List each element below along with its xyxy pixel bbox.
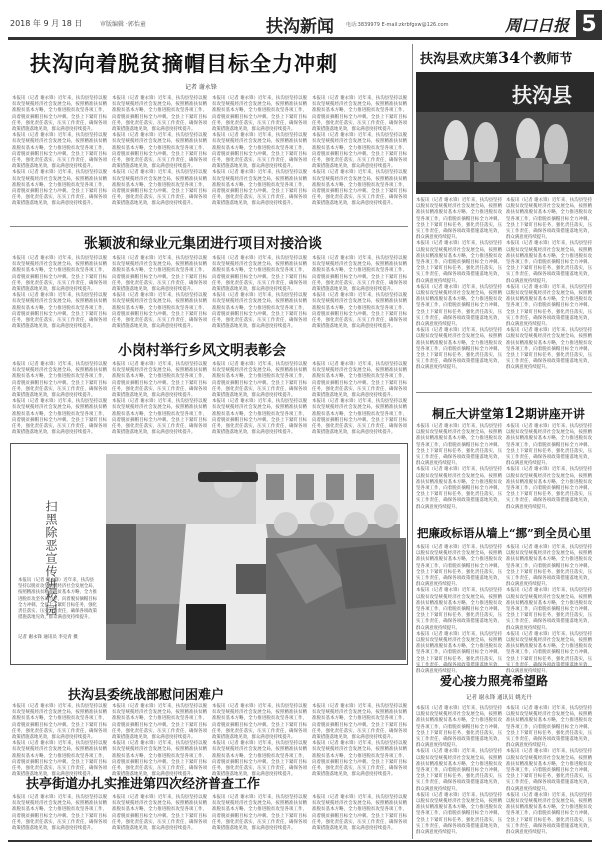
teachers-col-2: 本报讯（记者 谢永锋）近年来，扶沟县坚持以脱贫攻坚统揽经济社会发展全局，按照精准扶贫精准脱贫基本方略，全力推进脱贫攻坚各项工作，向着脱贫摘帽目标全力冲刺。全县上下紧盯目标任务，强化责任落实，压实工作责任，确保各项政策措施落地见效，群众满意度持续提升。 本报讯（记者 谢永锋）近年来，扶沟县坚持以脱贫攻坚统揽经济社会发展全局，按照精准扶贫精准脱贫基本方略，全力推进脱贫攻坚各项工作，向着脱贫摘帽目标全力冲刺。全县上下紧盯目标任务，强化责任落实，压实工作责任，确保各项政策措施落地见效，群众满意度持续提升。 本报讯（记者 谢永锋）近年来，扶沟县坚持以脱贫攻坚统揽经济社会发展全局，按照精准扶贫精准脱贫基本方略，全力推进脱贫攻坚各项工作，向着脱贫摘帽目标全力冲刺。全县上下紧盯目标任务，强化责任落实，压实工作责任，确保各项政策措施落地见效，群众满意度持续提升。 本报讯（记者 谢永锋）近年来，扶沟县坚持以脱贫攻坚统揽经济社会发展全局，按照精准扶贫精准脱贫基本方略，全力推进脱贫攻坚各项工作，向着脱贫摘帽目标全力冲刺。全县上下紧盯目标任务，强化责任落实，压实工作责任，确保各项政策措施落地见效，群众满意度持续提升。 bbox=[506, 198, 592, 371]
divider bbox=[10, 226, 408, 227]
main-article-col-2: 本报讯（记者 谢永锋）近年来，扶沟县坚持以脱贫攻坚统揽经济社会发展全局，按照精准扶贫精准脱贫基本方略，全力推进脱贫攻坚各项工作，向着脱贫摘帽目标全力冲刺。全县上下紧盯目标任务，强化责任落实，压实工作责任，确保各项政策措施落地见效，群众满意度持续提升。 本报讯（记者 谢永锋）近年来，扶沟县坚持以脱贫攻坚统揽经济社会发展全局，按照精准扶贫精准脱贫基本方略，全力推进脱贫攻坚各项工作，向着脱贫摘帽目标全力冲刺。全县上下紧盯目标任务，强化责任落实，压实工作责任，确保各项政策措施落地见效，群众满意度持续提升。 本报讯（记者 谢永锋）近年来，扶沟县坚持以脱贫攻坚统揽经济社会发展全局，按照精准扶贫精准脱贫基本方略，全力推进脱贫攻坚各项工作，向着脱贫摘帽目标全力冲刺。全县上下紧盯目标任务，强化责任落实，压实工作责任，确保各项政策措施落地见效，群众满意度持续提升。 bbox=[112, 96, 207, 207]
main-article-col-4: 本报讯（记者 谢永锋）近年来，扶沟县坚持以脱贫攻坚统揽经济社会发展全局，按照精准扶贫精准脱贫基本方略，全力推进脱贫攻坚各项工作，向着脱贫摘帽目标全力冲刺。全县上下紧盯目标任务，强化责任落实，压实工作责任，确保各项政策措施落地见效，群众满意度持续提升。 本报讯（记者 谢永锋）近年来，扶沟县坚持以脱贫攻坚统揽经济社会发展全局，按照精准扶贫精准脱贫基本方略，全力推进脱贫攻坚各项工作，向着脱贫摘帽目标全力冲刺。全县上下紧盯目标任务，强化责任落实，压实工作责任，确保各项政策措施落地见效，群众满意度持续提升。 本报讯（记者 谢永锋）近年来，扶沟县坚持以脱贫攻坚统揽经济社会发展全局，按照精准扶贫精准脱贫基本方略，全力推进脱贫攻坚各项工作，向着脱贫摘帽目标全力冲刺。全县上下紧盯目标任务，强化责任落实，压实工作责任，确保各项政策措施落地见效，群众满意度持续提升。 bbox=[312, 96, 407, 207]
column-divider bbox=[412, 44, 413, 839]
masthead bbox=[8, 10, 597, 40]
lecture-headline: 桐丘大讲堂第12期讲座开讲 bbox=[432, 404, 585, 422]
village-col-2: 本报讯（记者 谢永锋）近年来，扶沟县坚持以脱贫攻坚统揽经济社会发展全局，按照精准扶贫精准脱贫基本方略，全力推进脱贫攻坚各项工作，向着脱贫摘帽目标全力冲刺。全县上下紧盯目标任务，强化责任落实，压实工作责任，确保各项政策措施落地见效，群众满意度持续提升。 本报讯（记者 谢永锋）近年来，扶沟县坚持以脱贫攻坚统揽经济社会发展全局，按照精准扶贫精准脱贫基本方略，全力推进脱贫攻坚各项工作，向着脱贫摘帽目标全力冲刺。全县上下紧盯目标任务，强化责任落实，压实工作责任，确保各项政策措施落地见效，群众满意度持续提升。 bbox=[112, 362, 207, 436]
green-col-1: 本报讯（记者 谢永锋）近年来，扶沟县坚持以脱贫攻坚统揽经济社会发展全局，按照精准扶贫精准脱贫基本方略，全力推进脱贫攻坚各项工作，向着脱贫摘帽目标全力冲刺。全县上下紧盯目标任务，强化责任落实，压实工作责任，确保各项政策措施落地见效，群众满意度持续提升。 本报讯（记者 谢永锋）近年来，扶沟县坚持以脱贫攻坚统揽经济社会发展全局，按照精准扶贫精准脱贫基本方略，全力推进脱贫攻坚各项工作，向着脱贫摘帽目标全力冲刺。全县上下紧盯目标任务，强化责任落实，压实工作责任，确保各项政策措施落地见效，群众满意度持续提升。 bbox=[12, 256, 107, 330]
issue-date: 2018 年 9 月 18 日 bbox=[10, 19, 83, 28]
divider bbox=[416, 666, 592, 667]
village-col-1: 本报讯（记者 谢永锋）近年来，扶沟县坚持以脱贫攻坚统揽经济社会发展全局，按照精准扶贫精准脱贫基本方略，全力推进脱贫攻坚各项工作，向着脱贫摘帽目标全力冲刺。全县上下紧盯目标任务，强化责任落实，压实工作责任，确保各项政策措施落地见效，群众满意度持续提升。 本报讯（记者 谢永锋）近年来，扶沟县坚持以脱贫攻坚统揽经济社会发展全局，按照精准扶贫精准脱贫基本方略，全力推进脱贫攻坚各项工作，向着脱贫摘帽目标全力冲刺。全县上下紧盯目标任务，强化责任落实，压实工作责任，确保各项政策措施落地见效，群众满意度持续提升。 bbox=[12, 362, 107, 436]
love-relay-byline: 记者 谢永锋 通讯员 姚光丹 bbox=[466, 695, 532, 701]
teachers-day-photo bbox=[416, 72, 594, 194]
divider bbox=[416, 392, 592, 393]
love-col-1: 本报讯（记者 谢永锋）近年来，扶沟县坚持以脱贫攻坚统揽经济社会发展全局，按照精准扶贫精准脱贫基本方略，全力推进脱贫攻坚各项工作，向着脱贫摘帽目标全力冲刺。全县上下紧盯目标任务，强化责任落实，压实工作责任，确保各项政策措施落地见效，群众满意度持续提升。 本报讯（记者 谢永锋）近年来，扶沟县坚持以脱贫攻坚统揽经济社会发展全局，按照精准扶贫精准脱贫基本方略，全力推进脱贫攻坚各项工作，向着脱贫摘帽目标全力冲刺。全县上下紧盯目标任务，强化责任落实，压实工作责任，确保各项政策措施落地见效，群众满意度持续提升。 本报讯（记者 谢永锋）近年来，扶沟县坚持以脱贫攻坚统揽经济社会发展全局，按照精准扶贫精准脱贫基本方略，全力推进脱贫攻坚各项工作，向着脱贫摘帽目标全力冲刺。全县上下紧盯目标任务，强化责任落实，压实工作责任，确保各项政策措施落地见效，群众满意度持续提升。 bbox=[416, 706, 502, 836]
united-col-3: 本报讯（记者 谢永锋）近年来，扶沟县坚持以脱贫攻坚统揽经济社会发展全局，按照精准扶贫精准脱贫基本方略，全力推进脱贫攻坚各项工作，向着脱贫摘帽目标全力冲刺。全县上下紧盯目标任务，强化责任落实，压实工作责任，确保各项政策措施落地见效，群众满意度持续提升。 本报讯（记者 谢永锋）近年来，扶沟县坚持以脱贫攻坚统揽经济社会发展全局，按照精准扶贫精准脱贫基本方略，全力推进脱贫攻坚各项工作，向着脱贫摘帽目标全力冲刺。全县上下紧盯目标任务，强化责任落实，压实工作责任，确保各项政策措施落地见效，群众满意度持续提升。 bbox=[212, 704, 307, 778]
school-caption: 本报讯（记者 谢永锋）近年来，扶沟县坚持以脱贫攻坚统揽经济社会发展全局，按照精准扶贫精准脱贫基本方略，全力推进脱贫攻坚各项工作，向着脱贫摘帽目标全力冲刺。全县上下紧盯目标任务，强化责任落实，压实工作责任，确保各项政策措施落地见效，群众满意度持续提升。 bbox=[18, 578, 98, 621]
school-vertical-title: 扫黑除恶宣传进校园 bbox=[44, 500, 58, 617]
green-col-3: 本报讯（记者 谢永锋）近年来，扶沟县坚持以脱贫攻坚统揽经济社会发展全局，按照精准扶贫精准脱贫基本方略，全力推进脱贫攻坚各项工作，向着脱贫摘帽目标全力冲刺。全县上下紧盯目标任务，强化责任落实，压实工作责任，确保各项政策措施落地见效，群众满意度持续提升。 本报讯（记者 谢永锋）近年来，扶沟县坚持以脱贫攻坚统揽经济社会发展全局，按照精准扶贫精准脱贫基本方略，全力推进脱贫攻坚各项工作，向着脱贫摘帽目标全力冲刺。全县上下紧盯目标任务，强化责任落实，压实工作责任，确保各项政策措施落地见效，群众满意度持续提升。 bbox=[212, 256, 307, 330]
clean-col-1: 本报讯（记者 谢永锋）近年来，扶沟县坚持以脱贫攻坚统揽经济社会发展全局，按照精准扶贫精准脱贫基本方略，全力推进脱贫攻坚各项工作，向着脱贫摘帽目标全力冲刺。全县上下紧盯目标任务，强化责任落实，压实工作责任，确保各项政策措施落地见效，群众满意度持续提升。 本报讯（记者 谢永锋）近年来，扶沟县坚持以脱贫攻坚统揽经济社会发展全局，按照精准扶贫精准脱贫基本方略，全力推进脱贫攻坚各项工作，向着脱贫摘帽目标全力冲刺。全县上下紧盯目标任务，强化责任落实，压实工作责任，确保各项政策措施落地见效，群众满意度持续提升。 本报讯（记者 谢永锋）近年来，扶沟县坚持以脱贫攻坚统揽经济社会发展全局，按照精准扶贫精准脱贫基本方略，全力推进脱贫攻坚各项工作，向着脱贫摘帽目标全力冲刺。全县上下紧盯目标任务，强化责任落实，压 群众满意度持续提升。 bbox=[416, 545, 502, 675]
united-col-4: 本报讯（记者 谢永锋）近年来，扶沟县坚持以脱贫攻坚统揽经济社会发展全局，按照精准扶贫精准脱贫基本方略，全力推进脱贫攻坚各项工作，向着脱贫摘帽目标全力冲刺。全县上下紧盯目标任务，强化责任落实，压实工作责任，确保各项政策措施落地见效，群众满意度持续提升。 本报讯（记者 谢永锋）近年来，扶沟县坚持以脱贫攻坚统揽经济社会发展全局，按照精准扶贫精准脱贫基本方略，全力推进脱贫攻坚各项工作，向着脱贫摘帽目标全力冲刺。全县上下紧盯目标任务，强化责任落实，压实工作责任，确保各项政策措施落地见效，群众满意度持续提升。 bbox=[312, 704, 407, 778]
census-headline: 扶亭街道办扎实推进第四次经济普查工作 bbox=[26, 777, 261, 792]
contact-info: 电话:3839979 E-mail:zkrbfgxw@126.com bbox=[346, 22, 449, 28]
teachers-col-1: 本报讯（记者 谢永锋）近年来，扶沟县坚持以脱贫攻坚统揽经济社会发展全局，按照精准扶贫精准脱贫基本方略，全力推进脱贫攻坚各项工作，向着脱贫摘帽目标全力冲刺。全县上下紧盯目标任务，强化责任落实，压实工作责任，确保各项政策措施落地见效，群众满意度持续提升。 本报讯（记者 谢永锋）近年来，扶沟县坚持以脱贫攻坚统揽经济社会发展全局，按照精准扶贫精准脱贫基本方略，全力推进脱贫攻坚各项工作，向着脱贫摘帽目标全力冲刺。全县上下紧盯目标任务，强化责任落实，压实工作责任，确保各项政策措施落地见效，群众满意度持续提升。 本报讯（记者 谢永锋）近年来，扶沟县坚持以脱贫攻坚统揽经济社会发展全局，按照精准扶贫精准脱贫基本方略，全力推进脱贫攻坚各项工作，向着脱贫摘帽目标全力冲刺。全县上下紧盯目标任务，强化责任落实，压实工作责任，确保各项政策措施落地见效，群众满意度持续提升。 本报讯（记者 谢永锋）近年来，扶沟县坚持以脱贫攻坚统揽经济社会发展全局，按照精准扶贫精准脱贫基本方略，全力推进脱贫攻坚各项工作，向着脱贫摘帽目标全力冲刺。全县上下紧盯目标任务，强化责任落实，压实工作责任，确保各项政策措施落地见效，群众满意度持续提升。 bbox=[416, 198, 502, 371]
main-byline: 记者 谢永锋 bbox=[185, 84, 217, 91]
main-article-col-3: 本报讯（记者 谢永锋）近年来，扶沟县坚持以脱贫攻坚统揽经济社会发展全局，按照精准扶贫精准脱贫基本方略，全力推进脱贫攻坚各项工作，向着脱贫摘帽目标全力冲刺。全县上下紧盯目标任务，强化责任落实，压实工作责任，确保各项政策措施落地见效，群众满意度持续提升。 本报讯（记者 谢永锋）近年来，扶沟县坚持以脱贫攻坚统揽经济社会发展全局，按照精准扶贫精准脱贫基本方略，全力推进脱贫攻坚各项工作，向着脱贫摘帽目标全力冲刺。全县上下紧盯目标任务，强化责任落实，压实工作责任，确保各项政策措施落地见效，群众满意度持续提升。 本报讯（记者 谢永锋）近年来，扶沟县坚持以脱贫攻坚统揽经济社会发展全局，按照精准扶贫精准脱贫基本方略，全力推进脱贫攻坚各项工作，向着脱贫摘帽目标全力冲刺。全县上下紧盯目标任务，强化责任落实，压实工作责任，确保各项政策措施落地见效，群众满意度持续提升。 bbox=[212, 96, 307, 207]
love-relay-headline: 爱心接力照亮希望路 bbox=[440, 674, 549, 688]
village-col-3: 本报讯（记者 谢永锋）近年来，扶沟县坚持以脱贫攻坚统揽经济社会发展全局，按照精准扶贫精准脱贫基本方略，全力推进脱贫攻坚各项工作，向着脱贫摘帽目标全力冲刺。全县上下紧盯目标任务，强化责任落实，压实工作责任，确保各项政策措施落地见效，群众满意度持续提升。 本报讯（记者 谢永锋）近年来，扶沟县坚持以脱贫攻坚统揽经济社会发展全局，按照精准扶贫精准脱贫基本方略，全力推进脱贫攻坚各项工作，向着脱贫摘帽目标全力冲刺。全县上下紧盯目标任务，强化责任落实，压实工作责任，确保各项政策措施落地见效，群众满意度持续提升。 bbox=[212, 362, 307, 436]
teachers-day-headline: 扶沟县欢庆第34个教师节 bbox=[420, 48, 573, 67]
school-photo-image bbox=[106, 454, 400, 660]
section-title: 扶沟新闻 bbox=[266, 12, 334, 39]
united-col-2: 本报讯（记者 谢永锋）近年来，扶沟县坚持以脱贫攻坚统揽经济社会发展全局，按照精准扶贫精准脱贫基本方略，全力推进脱贫攻坚各项工作，向着脱贫摘帽目标全力冲刺。全县上下紧盯目标任务，强化责任落实，压实工作责任，确保各项政策措施落地见效，群众满意度持续提升。 本报讯（记者 谢永锋）近年来，扶沟县坚持以脱贫攻坚统揽经济社会发展全局，按照精准扶贫精准脱贫基本方略，全力推进脱贫攻坚各项工作，向着脱贫摘帽目标全力冲刺。全县上下紧盯目标任务，强化责任落实，压实工作责任，确保各项政策措施落地见效，群众满意度持续提升。 bbox=[112, 704, 207, 778]
school-byline: 记者 谢永锋 通讯员 李克青 摄 bbox=[18, 635, 78, 640]
green-col-4: 本报讯（记者 谢永锋）近年来，扶沟县坚持以脱贫攻坚统揽经济社会发展全局，按照精准扶贫精准脱贫基本方略，全力推进脱贫攻坚各项工作，向着脱贫摘帽目标全力冲刺。全县上下紧盯目标任务，强化责任落实，压实工作责任，确保各项政策措施落地见效，群众满意度持续提升。 本报讯（记者 谢永锋）近年来，扶沟县坚持以脱贫攻坚统揽经济社会发展全局，按照精准扶贫精准脱贫基本方略，全力推进脱贫攻坚各项工作，向着脱贫摘帽目标全力冲刺。全县上下紧盯目标任务，强化责任落实，压实工作责任，确保各项政策措施落地见效，群众满意度持续提升。 bbox=[312, 256, 407, 330]
census-col-1: 本报讯（记者 谢永锋）近年来，扶沟县坚持以脱贫攻坚统揽经济社会发展全局，按照精准扶贫精准脱贫基本方略，全力推进脱贫攻坚各项工作，向着脱贫摘帽目标全力冲刺。全县上下紧盯目标任务，强化责任落实，压实工作责任，确保各项政策措施落地见效，群众满意度持续提升。 bbox=[12, 795, 107, 832]
census-col-2: 本报讯（记者 谢永锋）近年来，扶沟县坚持以脱贫攻坚统揽经济社会发展全局，按照精准扶贫精准脱贫基本方略，全力推进脱贫攻坚各项工作，向着脱贫摘帽目标全力冲刺。全县上下紧盯目标任务，强化责任落实，压实工作责任，确保各项政策措施落地见效，群众满意度持续提升。 bbox=[112, 795, 207, 832]
teachers-day-photo-image bbox=[416, 72, 594, 194]
clean-col-2: 本报讯（记者 谢永锋）近年来，扶沟县坚持以脱贫攻坚统揽经济社会发展全局，按照精准扶贫精准脱贫基本方略，全力推进脱贫攻坚各项工作，向着脱贫摘帽目标全力冲刺。全县上下紧盯目标任务，强化责任落实，压实工作责任，确保各项政策措施落地见效，群众满意度持续提升。 本报讯（记者 谢永锋）近年来，扶沟县坚持以脱贫攻坚统揽经济社会发展全局，按照精准扶贫精准脱贫基本方略，全力推进脱贫攻坚各项工作，向着脱贫摘帽目标全力冲刺。全县上下紧盯目标任务，强化责任落实，压实工作责任，确保各项政策措施落地见效，群众满意度持续提升。 本报讯（记者 谢永锋）近年来，扶沟县坚持以脱贫攻坚统揽经济社会发展全局，按照精准扶贫精准脱贫基本方略，全力推进脱贫攻坚各项工作，向着脱贫摘帽目标全力冲刺。全县上下紧盯目标任务，强化责任落实，压 群众满意度持续提升。 bbox=[506, 545, 592, 675]
footer-rule bbox=[8, 840, 592, 842]
main-headline: 扶沟向着脱贫摘帽目标全力冲刺 bbox=[30, 51, 338, 76]
lecture-col-2: 本报讯（记者 谢永锋）近年来，扶沟县坚持以脱贫攻坚统揽经济社会发展全局，按照精准扶贫精准脱贫基本方略，全力推进脱贫攻坚各项工作，向着脱贫摘帽目标全力冲刺。全县上下紧盯目标任务，强化责任落实，压实工作责任，确保各项政策措施落地见效，群众满意度持续提升。 本报讯（记者 谢永锋）近年来，扶沟县坚持以脱贫攻坚统揽经济社会发展全局，按照精准扶贫精准脱贫基本方略，全力推进脱贫攻坚各项工作，向着脱贫摘帽目标全力冲刺。全县上下紧盯目标任务，强化责任落实，压实工作责任，确保各项政策措施落地见效，群众满意度持续提升。 bbox=[506, 424, 592, 510]
green-project-headline: 张颖波和绿业元集团进行项目对接洽谈 bbox=[84, 236, 322, 252]
united-front-headline: 扶沟县委统战部慰问困难户 bbox=[68, 688, 225, 703]
school-photo bbox=[106, 454, 400, 660]
village-col-4: 本报讯（记者 谢永锋）近年来，扶沟县坚持以脱贫攻坚统揽经济社会发展全局，按照精准扶贫精准脱贫基本方略，全力推进脱贫攻坚各项工作，向着脱贫摘帽目标全力冲刺。全县上下紧盯目标任务，强化责任落实，压实工作责任，确保各项政策措施落地见效，群众满意度持续提升。 本报讯（记者 谢永锋）近年来，扶沟县坚持以脱贫攻坚统揽经济社会发展全局，按照精准扶贫精准脱贫基本方略，全力推进脱贫攻坚各项工作，向着脱贫摘帽目标全力冲刺。全县上下紧盯目标任务，强化责任落实，压实工作责任，确保各项政策措施落地见效，群众满意度持续提升。 bbox=[312, 362, 407, 436]
main-article-col-1: 本报讯（记者 谢永锋）近年来，扶沟县坚持以脱贫攻坚统揽经济社会发展全局，按照精准扶贫精准脱贫基本方略，全力推进脱贫攻坚各项工作，向着脱贫摘帽目标全力冲刺。全县上下紧盯目标任务，强化责任落实，压实工作责任，确保各项政策措施落地见效，群众满意度持续提升。 本报讯（记者 谢永锋）近年来，扶沟县坚持以脱贫攻坚统揽经济社会发展全局，按照精准扶贫精准脱贫基本方略，全力推进脱贫攻坚各项工作，向着脱贫摘帽目标全力冲刺。全县上下紧盯目标任务，强化责任落实，压实工作责任，确保各项政策措施落地见效，群众满意度持续提升。 本报讯（记者 谢永锋）近年来，扶沟县坚持以脱贫攻坚统揽经济社会发展全局，按照精准扶贫精准脱贫基本方略，全力推进脱贫攻坚各项工作，向着脱贫摘帽目标全力冲刺。全县上下紧盯目标任务，强化责任落实，压实工作责任，确保各项政策措施落地见效，群众满意度持续提升。 bbox=[12, 96, 107, 207]
clean-gov-headline: 把廉政标语从墙上“挪”到全员心里 bbox=[417, 526, 592, 540]
census-col-4: 本报讯（记者 谢永锋）近年来，扶沟县坚持以脱贫攻坚统揽经济社会发展全局，按照精准扶贫精准脱贫基本方略，全力推进脱贫攻坚各项工作，向着脱贫摘帽目标全力冲刺。全县上下紧盯目标任务，强化责任落实，压实工作责任，确保各项政策措施落地见效，群众满意度持续提升。 bbox=[312, 795, 407, 832]
united-col-1: 本报讯（记者 谢永锋）近年来，扶沟县坚持以脱贫攻坚统揽经济社会发展全局，按照精准扶贫精准脱贫基本方略，全力推进脱贫攻坚各项工作，向着脱贫摘帽目标全力冲刺。全县上下紧盯目标任务，强化责任落实，压实工作责任，确保各项政策措施落地见效，群众满意度持续提升。 本报讯（记者 谢永锋）近年来，扶沟县坚持以脱贫攻坚统揽经济社会发展全局，按照精准扶贫精准脱贫基本方略，全力推进脱贫攻坚各项工作，向着脱贫摘帽目标全力冲刺。全县上下紧盯目标任务，强化责任落实，压实工作责任，确保各项政策措施落地见效，群众满意度持续提升。 bbox=[12, 704, 107, 778]
lecture-col-1: 本报讯（记者 谢永锋）近年来，扶沟县坚持以脱贫攻坚统揽经济社会发展全局，按照精准扶贫精准脱贫基本方略，全力推进脱贫攻坚各项工作，向着脱贫摘帽目标全力冲刺。全县上下紧盯目标任务，强化责任落实，压实工作责任，确保各项政策措施落地见效，群众满意度持续提升。 本报讯（记者 谢永锋）近年来，扶沟县坚持以脱贫攻坚统揽经济社会发展全局，按照精准扶贫精准脱贫基本方略，全力推进脱贫攻坚各项工作，向着脱贫摘帽目标全力冲刺。全县上下紧盯目标任务，强化责任落实，压实工作责任，确保各项政策措施落地见效，群众满意度持续提升。 bbox=[416, 424, 502, 510]
page-number: 5 bbox=[576, 10, 602, 40]
love-col-2: 本报讯（记者 谢永锋）近年来，扶沟县坚持以脱贫攻坚统揽经济社会发展全局，按照精准扶贫精准脱贫基本方略，全力推进脱贫攻坚各项工作，向着脱贫摘帽目标全力冲刺。全县上下紧盯目标任务，强化责任落实，压实工作责任，确保各项政策措施落地见效，群众满意度持续提升。 本报讯（记者 谢永锋）近年来，扶沟县坚持以脱贫攻坚统揽经济社会发展全局，按照精准扶贫精准脱贫基本方略，全力推进脱贫攻坚各项工作，向着脱贫摘帽目标全力冲刺。全县上下紧盯目标任务，强化责任落实，压实工作责任，确保各项政策措施落地见效，群众满意度持续提升。 本报讯（记者 谢永锋）近年来，扶沟县坚持以脱贫攻坚统揽经济社会发展全局，按照精准扶贫精准脱贫基本方略，全力推进脱贫攻坚各项工作，向着脱贫摘帽目标全力冲刺。全县上下紧盯目标任务，强化责任落实，压实工作责任，确保各项政策措施落地见效，群众满意度持续提升。 bbox=[506, 706, 592, 836]
census-col-3: 本报讯（记者 谢永锋）近年来，扶沟县坚持以脱贫攻坚统揽经济社会发展全局，按照精准扶贫精准脱贫基本方略，全力推进脱贫攻坚各项工作，向着脱贫摘帽目标全力冲刺。全县上下紧盯目标任务，强化责任落实，压实工作责任，确保各项政策措施落地见效，群众满意度持续提升。 bbox=[212, 795, 307, 832]
svg-text:扶沟县: 扶沟县 bbox=[512, 83, 572, 107]
newspaper-logo: 周口日报 bbox=[505, 16, 570, 35]
editor-credit: 审版编辑 ·郭怡童 bbox=[100, 21, 146, 28]
green-col-2: 本报讯（记者 谢永锋）近年来，扶沟县坚持以脱贫攻坚统揽经济社会发展全局，按照精准扶贫精准脱贫基本方略，全力推进脱贫攻坚各项工作，向着脱贫摘帽目标全力冲刺。全县上下紧盯目标任务，强化责任落实，压实工作责任，确保各项政策措施落地见效，群众满意度持续提升。 本报讯（记者 谢永锋）近年来，扶沟县坚持以脱贫攻坚统揽经济社会发展全局，按照精准扶贫精准脱贫基本方略，全力推进脱贫攻坚各项工作，向着脱贫摘帽目标全力冲刺。全县上下紧盯目标任务，强化责任落实，压实工作责任，确保各项政策措施落地见效，群众满意度持续提升。 bbox=[112, 256, 207, 330]
village-headline: 小岗村举行乡风文明表彰会 bbox=[118, 343, 286, 359]
